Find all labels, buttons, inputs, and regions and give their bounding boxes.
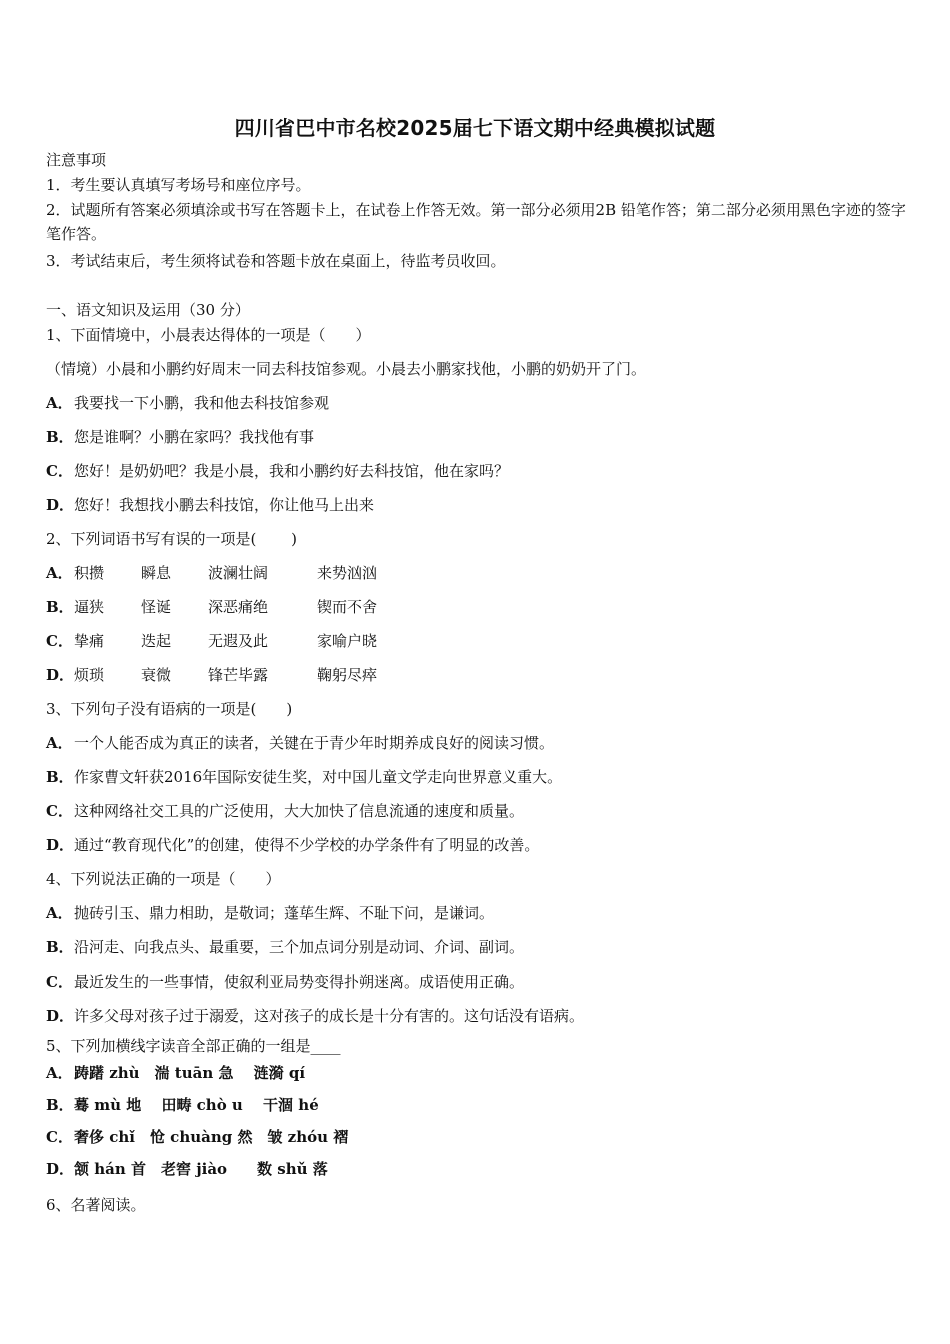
q5-stem: 5、下列加横线字读音全部正确的一组是____ (46, 1037, 341, 1055)
notice-heading: 注意事项 (46, 151, 107, 169)
q3-option-d: D．通过“教育现代化”的创建，使得不少学校的办学条件有了明显的改善。 (46, 836, 540, 854)
q3-option-c: C．这种网络社交工具的广泛使用，大大加快了信息流通的速度和质量。 (46, 802, 525, 820)
q1-option-a: A．我要找一下小鹏，我和他去科技馆参观 (46, 394, 330, 412)
q5-option-c: C．奢侈 chǐ 怆 chuàng 然 皱 zhóu 褶 (46, 1128, 349, 1146)
q1-option-c: C．您好！是奶奶吧？我是小晨，我和小鹏约好去科技馆，他在家吗？ (46, 462, 510, 480)
q4-option-b: B．沿河走、向我点头、最重要，三个加点词分别是动词、介词、副词。 (46, 938, 525, 956)
q1-context: （情境）小晨和小鹏约好周末一同去科技馆参观。小晨去小鹏家找他，小鹏的奶奶开了门。 (46, 360, 647, 378)
page-title: 四川省巴中市名校2025届七下语文期中经典模拟试题 (234, 116, 716, 140)
q6-stem: 6、名著阅读。 (46, 1196, 146, 1214)
q1-stem: 1、下面情境中，小晨表达得体的一项是（ ） (46, 326, 371, 344)
q4-option-a: A．抛砖引玉、鼎力相助，是敬词；蓬荜生辉、不耻下问，是谦词。 (46, 904, 495, 922)
q1-option-b: B．您是谁啊？小鹏在家吗？我找他有事 (46, 428, 315, 446)
q1-option-d: D．您好！我想找小鹏去科技馆，你让他马上出来 (46, 496, 375, 514)
notice-item-3: 3．考试结束后，考生须将试卷和答题卡放在桌面上，待监考员收回。 (46, 252, 506, 270)
q4-stem: 4、下列说法正确的一项是（ ） (46, 870, 281, 888)
section-heading: 一、语文知识及运用（30 分） (46, 301, 250, 319)
q4-option-c: C．最近发生的一些事情，使叙利亚局势变得扑朔迷离。成语使用正确。 (46, 973, 525, 991)
q3-stem: 3、下列句子没有语病的一项是( ) (46, 700, 293, 718)
q2-stem: 2、下列词语书写有误的一项是( ) (46, 530, 298, 548)
q2-option-c: C．挚痛 迭起 无遐及此 家喻户晓 (46, 632, 378, 650)
q3-option-b: B．作家曹文轩获2016年国际安徒生奖，对中国儿童文学走向世界意义重大。 (46, 768, 563, 786)
q5-option-b: B．蓦 mù 地 田畴 chò u 干涸 hé (46, 1096, 319, 1114)
q2-option-a: A．积攒 瞬息 波澜壮阔 来势汹汹 (46, 564, 378, 582)
q5-option-d: D．颔 hán 首 老窖 jiào 数 shǔ 落 (46, 1160, 328, 1178)
notice-item-2: 2．试题所有答案必须填涂或书写在答题卡上，在试卷上作答无效。第一部分必须用2B 铅笔作答；第二部分必须用黑色字迹的签字笔作答。 (46, 201, 906, 243)
notice-item-1: 1．考生要认真填写考场号和座位序号。 (46, 176, 311, 194)
q2-option-d: D．烦琐 衰微 锋芒毕露 鞠躬尽瘁 (46, 666, 378, 684)
q3-option-a: A．一个人能否成为真正的读者，关键在于青少年时期养成良好的阅读习惯。 (46, 734, 555, 752)
q4-option-d: D．许多父母对孩子过于溺爱，这对孩子的成长是十分有害的。这句话没有语病。 (46, 1007, 585, 1025)
q2-option-b: B．逼狭 怪诞 深恶痛绝 锲而不舍 (46, 598, 378, 616)
q5-option-a: A．踌躇 zhù 湍 tuān 急 涟漪 qí (46, 1064, 306, 1082)
